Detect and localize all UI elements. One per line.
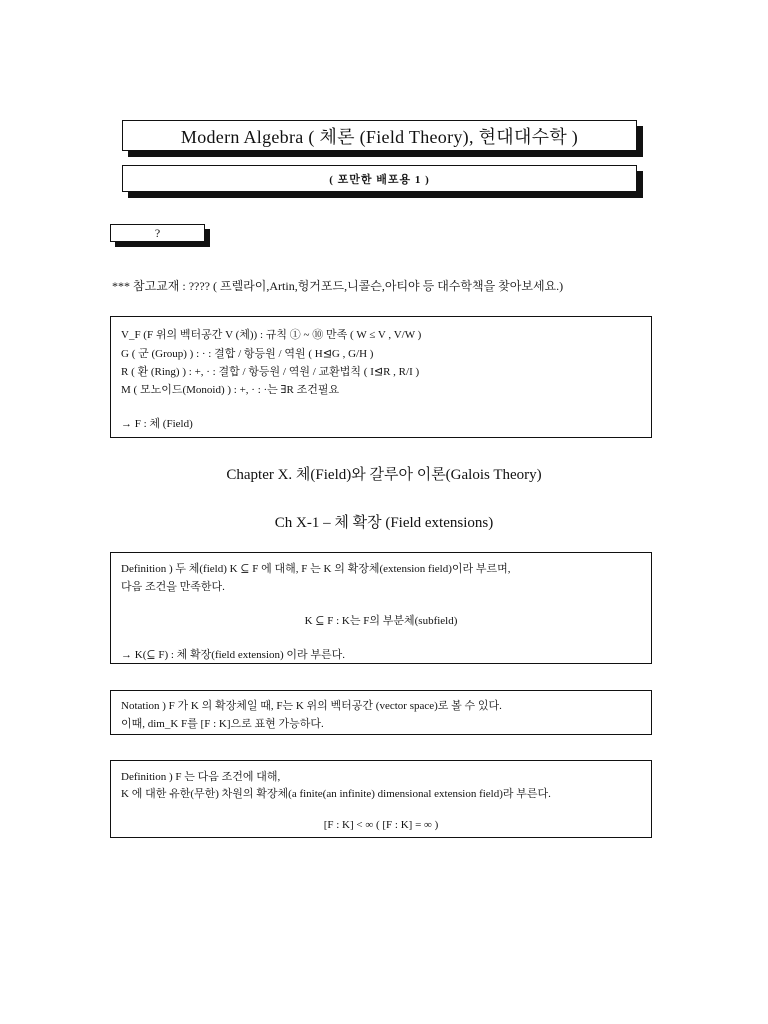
title-box — [122, 120, 637, 151]
definition-box-1 — [110, 552, 652, 664]
definition2-formula: [F : K] < ∞ ( [F : K] = ∞ ) — [323, 819, 439, 831]
definition1-line-3: → K(⊆ F) : 체 확장(field extension) 이라 부른다. — [121, 649, 346, 661]
question-mark: ? — [154, 225, 161, 240]
intro-line-4: M ( 모노이드(Monoid) ) : +, · : ·는 ∃R 조건필요 — [121, 384, 340, 396]
intro-box — [110, 316, 652, 438]
subtitle-box — [122, 165, 637, 192]
definition2-line-1: Definition ) F 는 다음 조건에 대해, — [121, 771, 281, 783]
notation-line-2: 이때, dim_K F를 [F : K]으로 표현 가능하다. — [121, 718, 324, 730]
definition1-line-2: 다음 조건을 만족한다. — [121, 581, 225, 593]
definition2-line-2: K 에 대한 유한(무한) 차원의 확장체(a finite(an infinite) dimensional extension field)라 부른다. — [121, 788, 551, 800]
page-subtitle: ( 포만한 배포용 1 ) — [329, 173, 430, 186]
definition-box-2 — [110, 760, 652, 838]
notation-line-1: Notation ) F 가 K 의 확장체일 때, F는 K 위의 벡터공간 (vector space)로 볼 수 있다. — [121, 700, 502, 712]
intro-line-2: G ( 군 (Group) ) : · : 결합 / 항등원 / 역원 ( H⊴G , G/H ) — [121, 348, 374, 360]
reference-text: *** 참고교재 : ???? ( 프렐라이,Artin,헝거포드,니콜슨,아티야 등 대수학책을 찾아보세요.) — [112, 279, 564, 293]
definition1-formula: K ⊆ F : K는 F의 부분체(subfield) — [304, 615, 458, 627]
intro-line-5: → F : 체 (Field) — [121, 418, 193, 430]
intro-line-1: V_F (F 위의 벡터공간 V (체)) : 규칙 ① ~ ⑩ 만족 ( W ≤ V , V/W ) — [121, 329, 422, 341]
question-box — [110, 224, 205, 242]
intro-line-3: R ( 환 (Ring) ) : +, · : 결합 / 항등원 / 역원 / 교환법칙 ( I⊴R , R/I ) — [121, 366, 420, 378]
page-title: Modern Algebra ( 체론 (Field Theory), 현대대수학 ) — [180, 126, 579, 147]
chapter-title: Chapter X. 체(Field)와 갈루아 이론(Galois Theory) — [226, 467, 542, 483]
notation-box — [110, 690, 652, 735]
definition1-line-1: Definition ) 두 체(field) K ⊆ F 에 대해, F 는 K 의 확장체(extension field)이라 부르며, — [121, 563, 511, 575]
section-title: Ch X-1 – 체 확장 (Field extensions) — [274, 515, 494, 531]
